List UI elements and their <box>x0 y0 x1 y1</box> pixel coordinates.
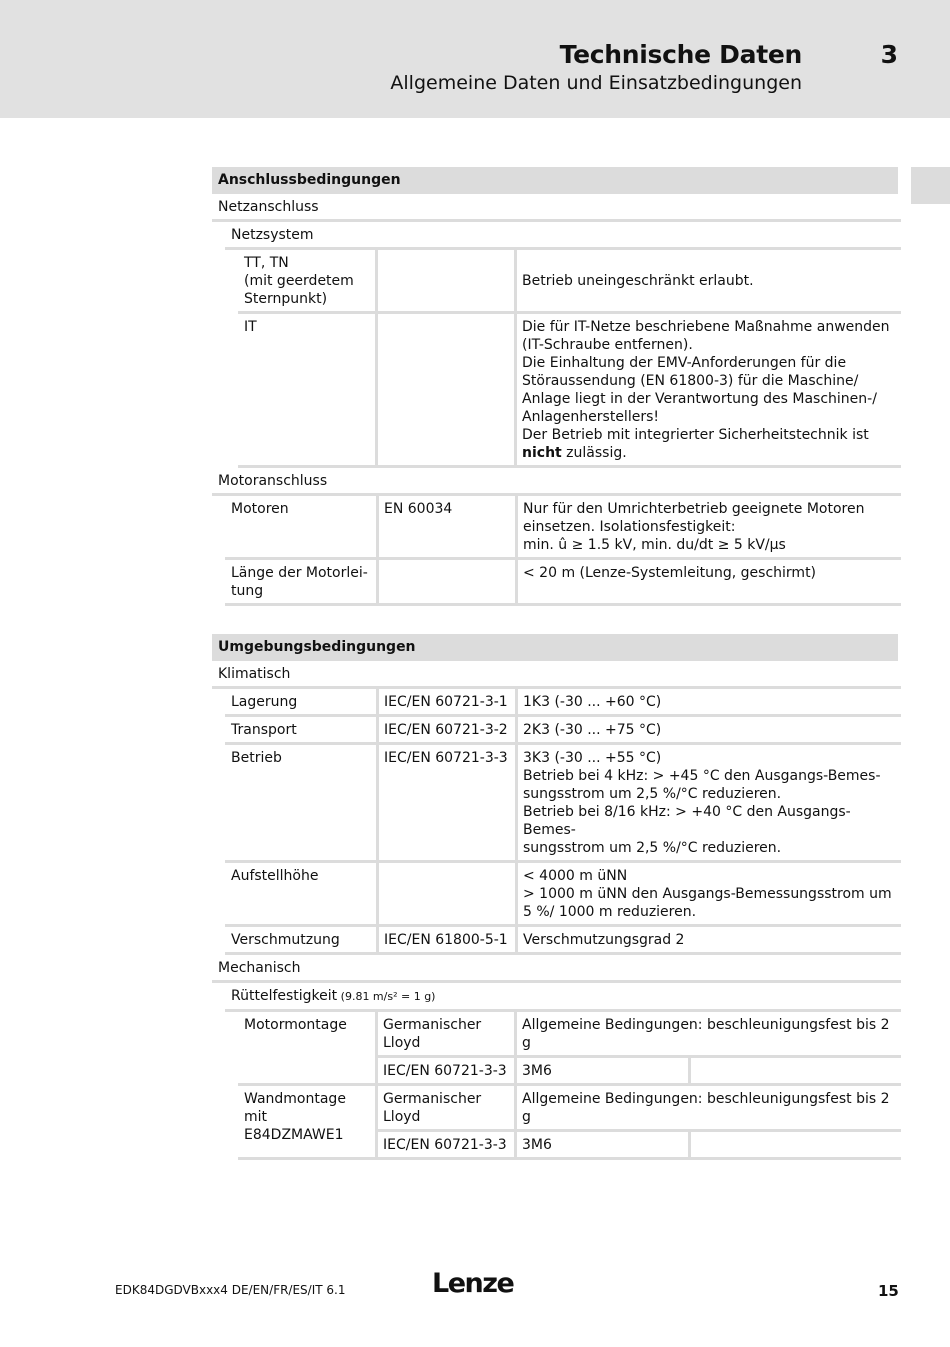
label-storage: Lagerung <box>225 689 379 717</box>
page-title: Technische Daten <box>559 40 802 69</box>
row-mains: Netzanschluss <box>212 194 901 222</box>
desc-it <box>517 314 901 468</box>
standard-empty <box>379 863 518 927</box>
standard-gl: Germanischer Lloyd <box>378 1086 517 1132</box>
vibration-note: (9.81 m/s² = 1 g) <box>337 990 436 1003</box>
desc-transport: 2K3 (-30 ... +75 °C) <box>518 717 901 745</box>
table-row <box>225 927 901 955</box>
document-id: EDK84DGDVBxxx4 DE/EN/FR/ES/IT 6.1 <box>115 1283 346 1297</box>
desc-storage: 1K3 (-30 ... +60 °C) <box>518 689 901 717</box>
standard-empty <box>378 250 517 314</box>
row-network-system: Netzsystem <box>225 222 901 250</box>
standard-gl: Germanischer Lloyd <box>378 1012 517 1058</box>
desc-tt-tn-text: Betrieb uneingeschränkt erlaubt. <box>522 273 754 289</box>
desc-altitude <box>518 863 901 927</box>
row-mechanical: Mechanisch <box>212 955 901 983</box>
vibration-label: Rüttelfestigkeit <box>231 988 338 1004</box>
desc-it-3b: nicht <box>522 445 562 461</box>
desc-tt-tn <box>517 250 901 314</box>
label-altitude: Aufstellhöhe <box>225 863 379 927</box>
desc-empty <box>691 1058 901 1086</box>
label-motors: Motoren <box>225 496 379 560</box>
label-it: IT <box>238 314 378 468</box>
desc-it-2: Die Einhaltung der EMV-Anforderungen für die Störaussendung (EN 61800-3) für die Maschine/ Anlage liegt in der Verantwortung des Maschinen-/ Anlagenherstellers! <box>522 355 877 425</box>
desc-operation-1: 3K3 (-30 ... +55 °C) <box>523 750 662 766</box>
section-heading: Umgebungsbedingungen <box>212 634 898 661</box>
label-cable-length: Länge der Motorlei- tung <box>225 560 379 606</box>
desc-iec: 3M6 <box>517 1132 691 1160</box>
table-row <box>225 717 901 745</box>
standard-empty <box>378 314 517 468</box>
table-row <box>225 689 901 717</box>
section-heading: Anschlussbedingungen <box>212 167 898 194</box>
desc-pollution: Verschmutzungsgrad 2 <box>518 927 901 955</box>
page-subtitle: Allgemeine Daten und Einsatzbedingungen <box>390 72 802 94</box>
desc-operation-2: Betrieb bei 4 kHz: > +45 °C den Ausgangs-Bemes- sungsstrom um 2,5 %/°C reduzieren. <box>523 768 881 802</box>
standard-transport: IEC/EN 60721-3-2 <box>379 717 518 745</box>
desc-it-1: Die für IT-Netze beschriebene Maßnahme anwenden (IT-Schraube entfernen). <box>522 319 890 353</box>
table-row <box>225 863 901 927</box>
lenze-logo: Lenze <box>432 1268 514 1299</box>
table-row <box>238 250 901 314</box>
standard-empty <box>379 560 518 606</box>
label-transport: Transport <box>225 717 379 745</box>
desc-cable-length: < 20 m (Lenze-Systemleitung, geschirmt) <box>518 560 901 606</box>
desc-empty <box>691 1132 901 1160</box>
standard-motors: EN 60034 <box>379 496 518 560</box>
desc-operation-3: Betrieb bei 8/16 kHz: > +40 °C den Ausgangs-Bemes- sungsstrom um 2,5 %/°C reduzieren. <box>523 804 851 856</box>
label-motor-mount: Motormontage <box>238 1012 378 1086</box>
environment-table <box>212 634 901 1160</box>
desc-operation <box>518 745 901 863</box>
standard-iec: IEC/EN 60721-3-3 <box>378 1058 517 1086</box>
desc-it-3 <box>522 426 896 462</box>
table-row-group <box>238 1086 901 1160</box>
label-wall-mount: Wandmontage mit E84DZMAWE1 <box>238 1086 378 1160</box>
standard-operation: IEC/EN 60721-3-3 <box>379 745 518 863</box>
page-number: 15 <box>878 1282 899 1300</box>
desc-iec: 3M6 <box>517 1058 691 1086</box>
standard-storage: IEC/EN 60721-3-1 <box>379 689 518 717</box>
label-operation: Betrieb <box>225 745 379 863</box>
label-pollution: Verschmutzung <box>225 927 379 955</box>
row-motor-connection: Motoranschluss <box>212 468 901 496</box>
standard-pollution: IEC/EN 61800-5-1 <box>379 927 518 955</box>
desc-motors: Nur für den Umrichterbetrieb geeignete Motoren einsetzen. Isolationsfestigkeit: min. û ≥ 1.5 kV, min. du/dt ≥ 5 kV/µs <box>518 496 901 560</box>
label-tt-tn: TT, TN (mit geerdetem Sternpunkt) <box>238 250 378 314</box>
chapter-tab-marker <box>911 167 950 204</box>
connection-table <box>212 167 901 606</box>
desc-gl: Allgemeine Bedingungen: beschleunigungsfest bis 2 g <box>517 1012 901 1058</box>
standard-iec: IEC/EN 60721-3-3 <box>378 1132 517 1160</box>
table-row <box>225 745 901 863</box>
table-row-group <box>238 1012 901 1086</box>
header-band <box>0 0 950 118</box>
desc-altitude-1: < 4000 m üNN <box>523 868 628 884</box>
row-vibration <box>225 983 901 1012</box>
row-climatic: Klimatisch <box>212 661 901 689</box>
desc-it-3c: zulässig. <box>561 445 627 461</box>
table-row <box>225 496 901 560</box>
desc-it-3a: Der Betrieb mit integrierter Sicherheitstechnik ist <box>522 427 869 443</box>
chapter-number: 3 <box>880 40 898 69</box>
desc-altitude-2: > 1000 m üNN den Ausgangs-Bemessungsstrom um 5 %/ 1000 m reduzieren. <box>523 886 892 920</box>
table-row <box>225 560 901 606</box>
table-row <box>238 314 901 468</box>
desc-gl: Allgemeine Bedingungen: beschleunigungsfest bis 2 g <box>517 1086 901 1132</box>
